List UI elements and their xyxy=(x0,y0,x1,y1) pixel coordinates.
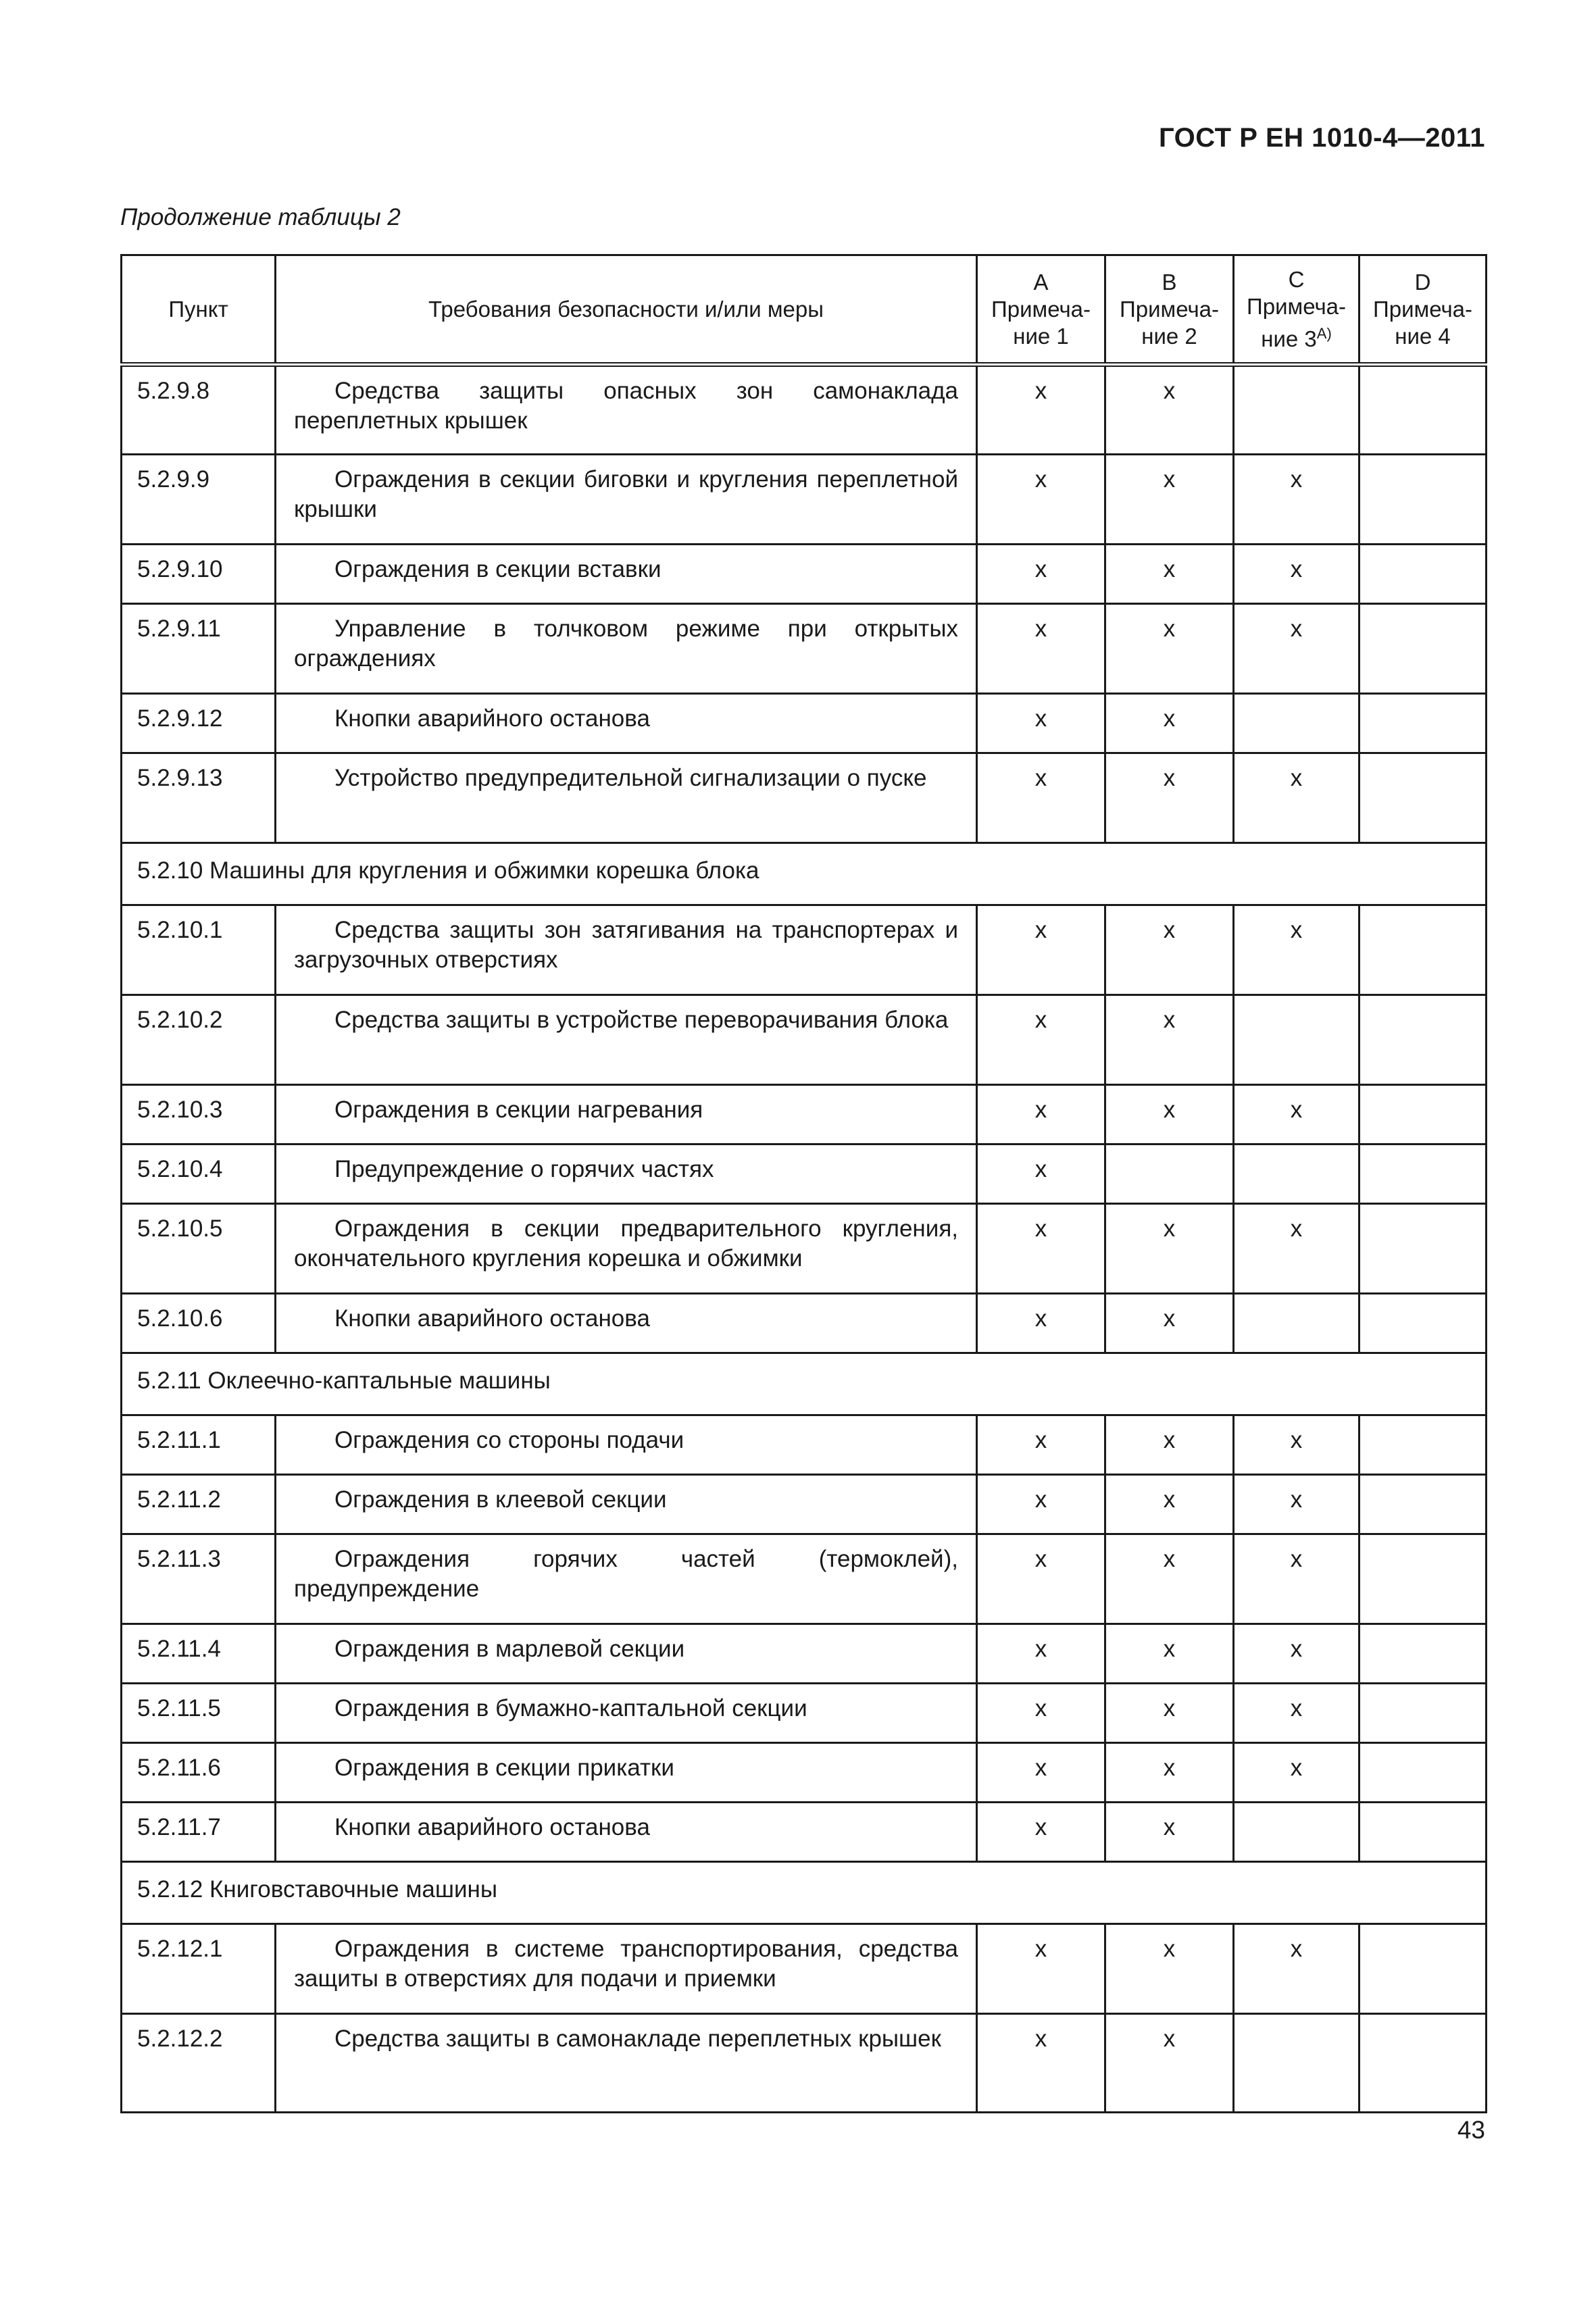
requirement-cell: Ограждения горячих частей (термоклей), предупреждение xyxy=(276,1534,977,1624)
table-row xyxy=(122,1475,1487,1534)
mark-c-cell: x xyxy=(1234,1684,1360,1743)
point-cell: 5.2.11.5 xyxy=(122,1684,276,1743)
mark-b-cell: x xyxy=(1105,1085,1234,1145)
mark-c-cell: x xyxy=(1234,1204,1360,1294)
mark-b-cell: x xyxy=(1105,1803,1234,1862)
requirement-cell: Ограждения в секции вставки xyxy=(276,545,977,604)
column-b-note: Примеча- xyxy=(1120,296,1219,322)
column-b-note-number: ние 2 xyxy=(1141,323,1197,349)
mark-a-cell: x xyxy=(977,753,1105,843)
column-a-note-number: ние 1 xyxy=(1013,323,1069,349)
mark-a-cell: x xyxy=(977,694,1105,753)
requirement-cell: Средства защиты опасных зон самонаклада переплетных крышек xyxy=(276,365,977,455)
mark-d-cell xyxy=(1360,1415,1487,1475)
mark-d-cell xyxy=(1360,1145,1487,1204)
mark-c-cell: x xyxy=(1234,753,1360,843)
table-row xyxy=(122,365,1487,455)
requirement-cell: Средства защиты в устройстве переворачивания блока xyxy=(276,995,977,1085)
table-row xyxy=(122,1204,1487,1294)
mark-a-cell: x xyxy=(977,1743,1105,1803)
section-row xyxy=(122,843,1487,905)
document-code: ГОСТ Р ЕН 1010-4—2011 xyxy=(1159,123,1485,153)
point-cell: 5.2.9.12 xyxy=(122,694,276,753)
mark-d-cell xyxy=(1360,1204,1487,1294)
mark-d-cell xyxy=(1360,1803,1487,1862)
point-cell: 5.2.11.4 xyxy=(122,1624,276,1684)
table-row xyxy=(122,545,1487,604)
table-row xyxy=(122,753,1487,843)
point-cell: 5.2.9.8 xyxy=(122,365,276,455)
column-c-note: Примеча- xyxy=(1247,293,1346,319)
mark-b-cell: x xyxy=(1105,1624,1234,1684)
mark-a-cell: x xyxy=(977,1204,1105,1294)
mark-c-cell xyxy=(1234,1145,1360,1204)
mark-b-cell: x xyxy=(1105,604,1234,694)
mark-b-cell xyxy=(1105,1145,1234,1204)
mark-c-cell: x xyxy=(1234,1415,1360,1475)
mark-b-cell: x xyxy=(1105,1684,1234,1743)
mark-c-cell: x xyxy=(1234,1624,1360,1684)
mark-b-cell: x xyxy=(1105,694,1234,753)
mark-b-cell: x xyxy=(1105,1534,1234,1624)
mark-c-cell: x xyxy=(1234,604,1360,694)
mark-d-cell xyxy=(1360,1085,1487,1145)
point-cell: 5.2.10.4 xyxy=(122,1145,276,1204)
mark-a-cell: x xyxy=(977,455,1105,545)
point-cell: 5.2.10.1 xyxy=(122,905,276,995)
mark-a-cell: x xyxy=(977,1145,1105,1204)
mark-c-cell: x xyxy=(1234,905,1360,995)
requirement-cell: Кнопки аварийного останова xyxy=(276,694,977,753)
requirement-cell: Ограждения в секции биговки и кругления переплетной крышки xyxy=(276,455,977,545)
point-cell: 5.2.9.9 xyxy=(122,455,276,545)
mark-d-cell xyxy=(1360,694,1487,753)
point-cell: 5.2.9.13 xyxy=(122,753,276,843)
column-d-note-number: ние 4 xyxy=(1395,323,1451,349)
mark-a-cell: x xyxy=(977,604,1105,694)
mark-d-cell xyxy=(1360,1924,1487,2014)
point-cell: 5.2.9.10 xyxy=(122,545,276,604)
mark-a-cell: x xyxy=(977,1684,1105,1743)
mark-a-cell: x xyxy=(977,1475,1105,1534)
mark-c-cell xyxy=(1234,995,1360,1085)
point-cell: 5.2.12.1 xyxy=(122,1924,276,2014)
table-caption: Продолжение таблицы 2 xyxy=(120,204,401,230)
table-row xyxy=(122,1624,1487,1684)
table-row xyxy=(122,1684,1487,1743)
point-cell: 5.2.9.11 xyxy=(122,604,276,694)
table-row xyxy=(122,2014,1487,2113)
requirement-cell: Ограждения в бумажно-каптальной секции xyxy=(276,1684,977,1743)
requirements-table xyxy=(120,254,1487,2113)
column-b-letter: B xyxy=(1162,269,1177,295)
table-row xyxy=(122,694,1487,753)
mark-d-cell xyxy=(1360,1684,1487,1743)
mark-d-cell xyxy=(1360,1534,1487,1624)
mark-b-cell: x xyxy=(1105,753,1234,843)
point-cell: 5.2.11.2 xyxy=(122,1475,276,1534)
requirement-cell: Устройство предупредительной сигнализации о пуске xyxy=(276,753,977,843)
table-row xyxy=(122,1145,1487,1204)
requirement-cell: Ограждения в секции прикатки xyxy=(276,1743,977,1803)
mark-d-cell xyxy=(1360,1475,1487,1534)
mark-a-cell: x xyxy=(977,905,1105,995)
mark-b-cell: x xyxy=(1105,1294,1234,1353)
mark-c-cell: x xyxy=(1234,1924,1360,2014)
mark-a-cell: x xyxy=(977,1624,1105,1684)
mark-a-cell: x xyxy=(977,365,1105,455)
mark-c-cell: x xyxy=(1234,455,1360,545)
mark-c-cell xyxy=(1234,1803,1360,1862)
column-d-note: Примеча- xyxy=(1373,296,1472,322)
mark-a-cell: x xyxy=(977,1085,1105,1145)
mark-a-cell: x xyxy=(977,995,1105,1085)
column-header-a xyxy=(977,255,1105,365)
table-row xyxy=(122,455,1487,545)
column-header-point: Пункт xyxy=(122,255,276,365)
mark-d-cell xyxy=(1360,905,1487,995)
mark-a-cell: x xyxy=(977,1924,1105,2014)
mark-d-cell xyxy=(1360,995,1487,1085)
mark-a-cell: x xyxy=(977,1415,1105,1475)
mark-a-cell: x xyxy=(977,1294,1105,1353)
mark-a-cell: x xyxy=(977,1803,1105,1862)
point-cell: 5.2.11.1 xyxy=(122,1415,276,1475)
point-cell: 5.2.12.2 xyxy=(122,2014,276,2113)
mark-b-cell: x xyxy=(1105,905,1234,995)
point-cell: 5.2.10.2 xyxy=(122,995,276,1085)
point-cell: 5.2.10.5 xyxy=(122,1204,276,1294)
mark-c-cell: x xyxy=(1234,1534,1360,1624)
mark-c-cell xyxy=(1234,2014,1360,2113)
section-title: 5.2.12 Книговставочные машины xyxy=(122,1862,1487,1924)
mark-d-cell xyxy=(1360,1294,1487,1353)
mark-c-cell xyxy=(1234,694,1360,753)
mark-a-cell: x xyxy=(977,2014,1105,2113)
table-body xyxy=(122,365,1487,2113)
mark-b-cell: x xyxy=(1105,1743,1234,1803)
mark-c-cell: x xyxy=(1234,545,1360,604)
requirement-cell: Ограждения в клеевой секции xyxy=(276,1475,977,1534)
table-header-row xyxy=(122,255,1487,365)
section-row xyxy=(122,1353,1487,1415)
point-cell: 5.2.11.7 xyxy=(122,1803,276,1862)
mark-c-cell: x xyxy=(1234,1085,1360,1145)
requirement-cell: Кнопки аварийного останова xyxy=(276,1294,977,1353)
column-a-note: Примеча- xyxy=(991,296,1091,322)
mark-b-cell: x xyxy=(1105,995,1234,1085)
table-row xyxy=(122,905,1487,995)
point-cell: 5.2.11.3 xyxy=(122,1534,276,1624)
table-row xyxy=(122,1294,1487,1353)
requirement-cell: Ограждения в секции нагревания xyxy=(276,1085,977,1145)
table-row xyxy=(122,995,1487,1085)
column-d-letter: D xyxy=(1414,269,1431,295)
mark-c-cell: x xyxy=(1234,1743,1360,1803)
column-a-letter: A xyxy=(1033,269,1049,295)
page-number: 43 xyxy=(1457,2116,1485,2144)
mark-d-cell xyxy=(1360,753,1487,843)
mark-d-cell xyxy=(1360,2014,1487,2113)
mark-b-cell: x xyxy=(1105,455,1234,545)
column-header-requirements: Требования безопасности и/или меры xyxy=(276,255,977,365)
mark-b-cell: x xyxy=(1105,545,1234,604)
mark-b-cell: x xyxy=(1105,1415,1234,1475)
mark-d-cell xyxy=(1360,604,1487,694)
mark-d-cell xyxy=(1360,455,1487,545)
mark-b-cell: x xyxy=(1105,1924,1234,2014)
requirement-cell: Управление в толчковом режиме при открытых ограждениях xyxy=(276,604,977,694)
mark-b-cell: x xyxy=(1105,2014,1234,2113)
requirement-cell: Предупреждение о горячих частях xyxy=(276,1145,977,1204)
column-header-d xyxy=(1360,255,1487,365)
table-row xyxy=(122,1085,1487,1145)
mark-b-cell: x xyxy=(1105,1204,1234,1294)
requirement-cell: Ограждения в секции предварительного кругления, окончательного кругления корешка и обжимки xyxy=(276,1204,977,1294)
table-row xyxy=(122,1534,1487,1624)
mark-b-cell: x xyxy=(1105,1475,1234,1534)
table-row xyxy=(122,1743,1487,1803)
point-cell: 5.2.10.3 xyxy=(122,1085,276,1145)
requirement-cell: Ограждения в системе транспортирования, средства защиты в отверстиях для подачи и приемки xyxy=(276,1924,977,2014)
requirement-cell: Ограждения в марлевой секции xyxy=(276,1624,977,1684)
table-row xyxy=(122,1803,1487,1862)
column-header-b xyxy=(1105,255,1234,365)
column-c-letter: C xyxy=(1288,266,1305,292)
mark-b-cell: x xyxy=(1105,365,1234,455)
point-cell: 5.2.10.6 xyxy=(122,1294,276,1353)
mark-d-cell xyxy=(1360,545,1487,604)
table-row xyxy=(122,1415,1487,1475)
mark-d-cell xyxy=(1360,1743,1487,1803)
column-c-note-number: ние 3 xyxy=(1261,326,1317,351)
table-row xyxy=(122,604,1487,694)
mark-c-cell xyxy=(1234,1294,1360,1353)
section-title: 5.2.11 Оклеечно-каптальные машины xyxy=(122,1353,1487,1415)
requirement-cell: Средства защиты в самонакладе переплетных крышек xyxy=(276,2014,977,2113)
mark-c-cell: x xyxy=(1234,1475,1360,1534)
point-cell: 5.2.11.6 xyxy=(122,1743,276,1803)
requirement-cell: Кнопки аварийного останова xyxy=(276,1803,977,1862)
section-title: 5.2.10 Машины для кругления и обжимки корешка блока xyxy=(122,843,1487,905)
mark-d-cell xyxy=(1360,1624,1487,1684)
mark-a-cell: x xyxy=(977,545,1105,604)
mark-c-cell xyxy=(1234,365,1360,455)
requirement-cell: Средства защиты зон затягивания на транспортерах и загрузочных отверстиях xyxy=(276,905,977,995)
mark-a-cell: x xyxy=(977,1534,1105,1624)
column-header-c xyxy=(1234,255,1360,365)
requirement-cell: Ограждения со стороны подачи xyxy=(276,1415,977,1475)
table-row xyxy=(122,1924,1487,2014)
mark-d-cell xyxy=(1360,365,1487,455)
section-row xyxy=(122,1862,1487,1924)
footnote-marker: A) xyxy=(1316,324,1332,342)
